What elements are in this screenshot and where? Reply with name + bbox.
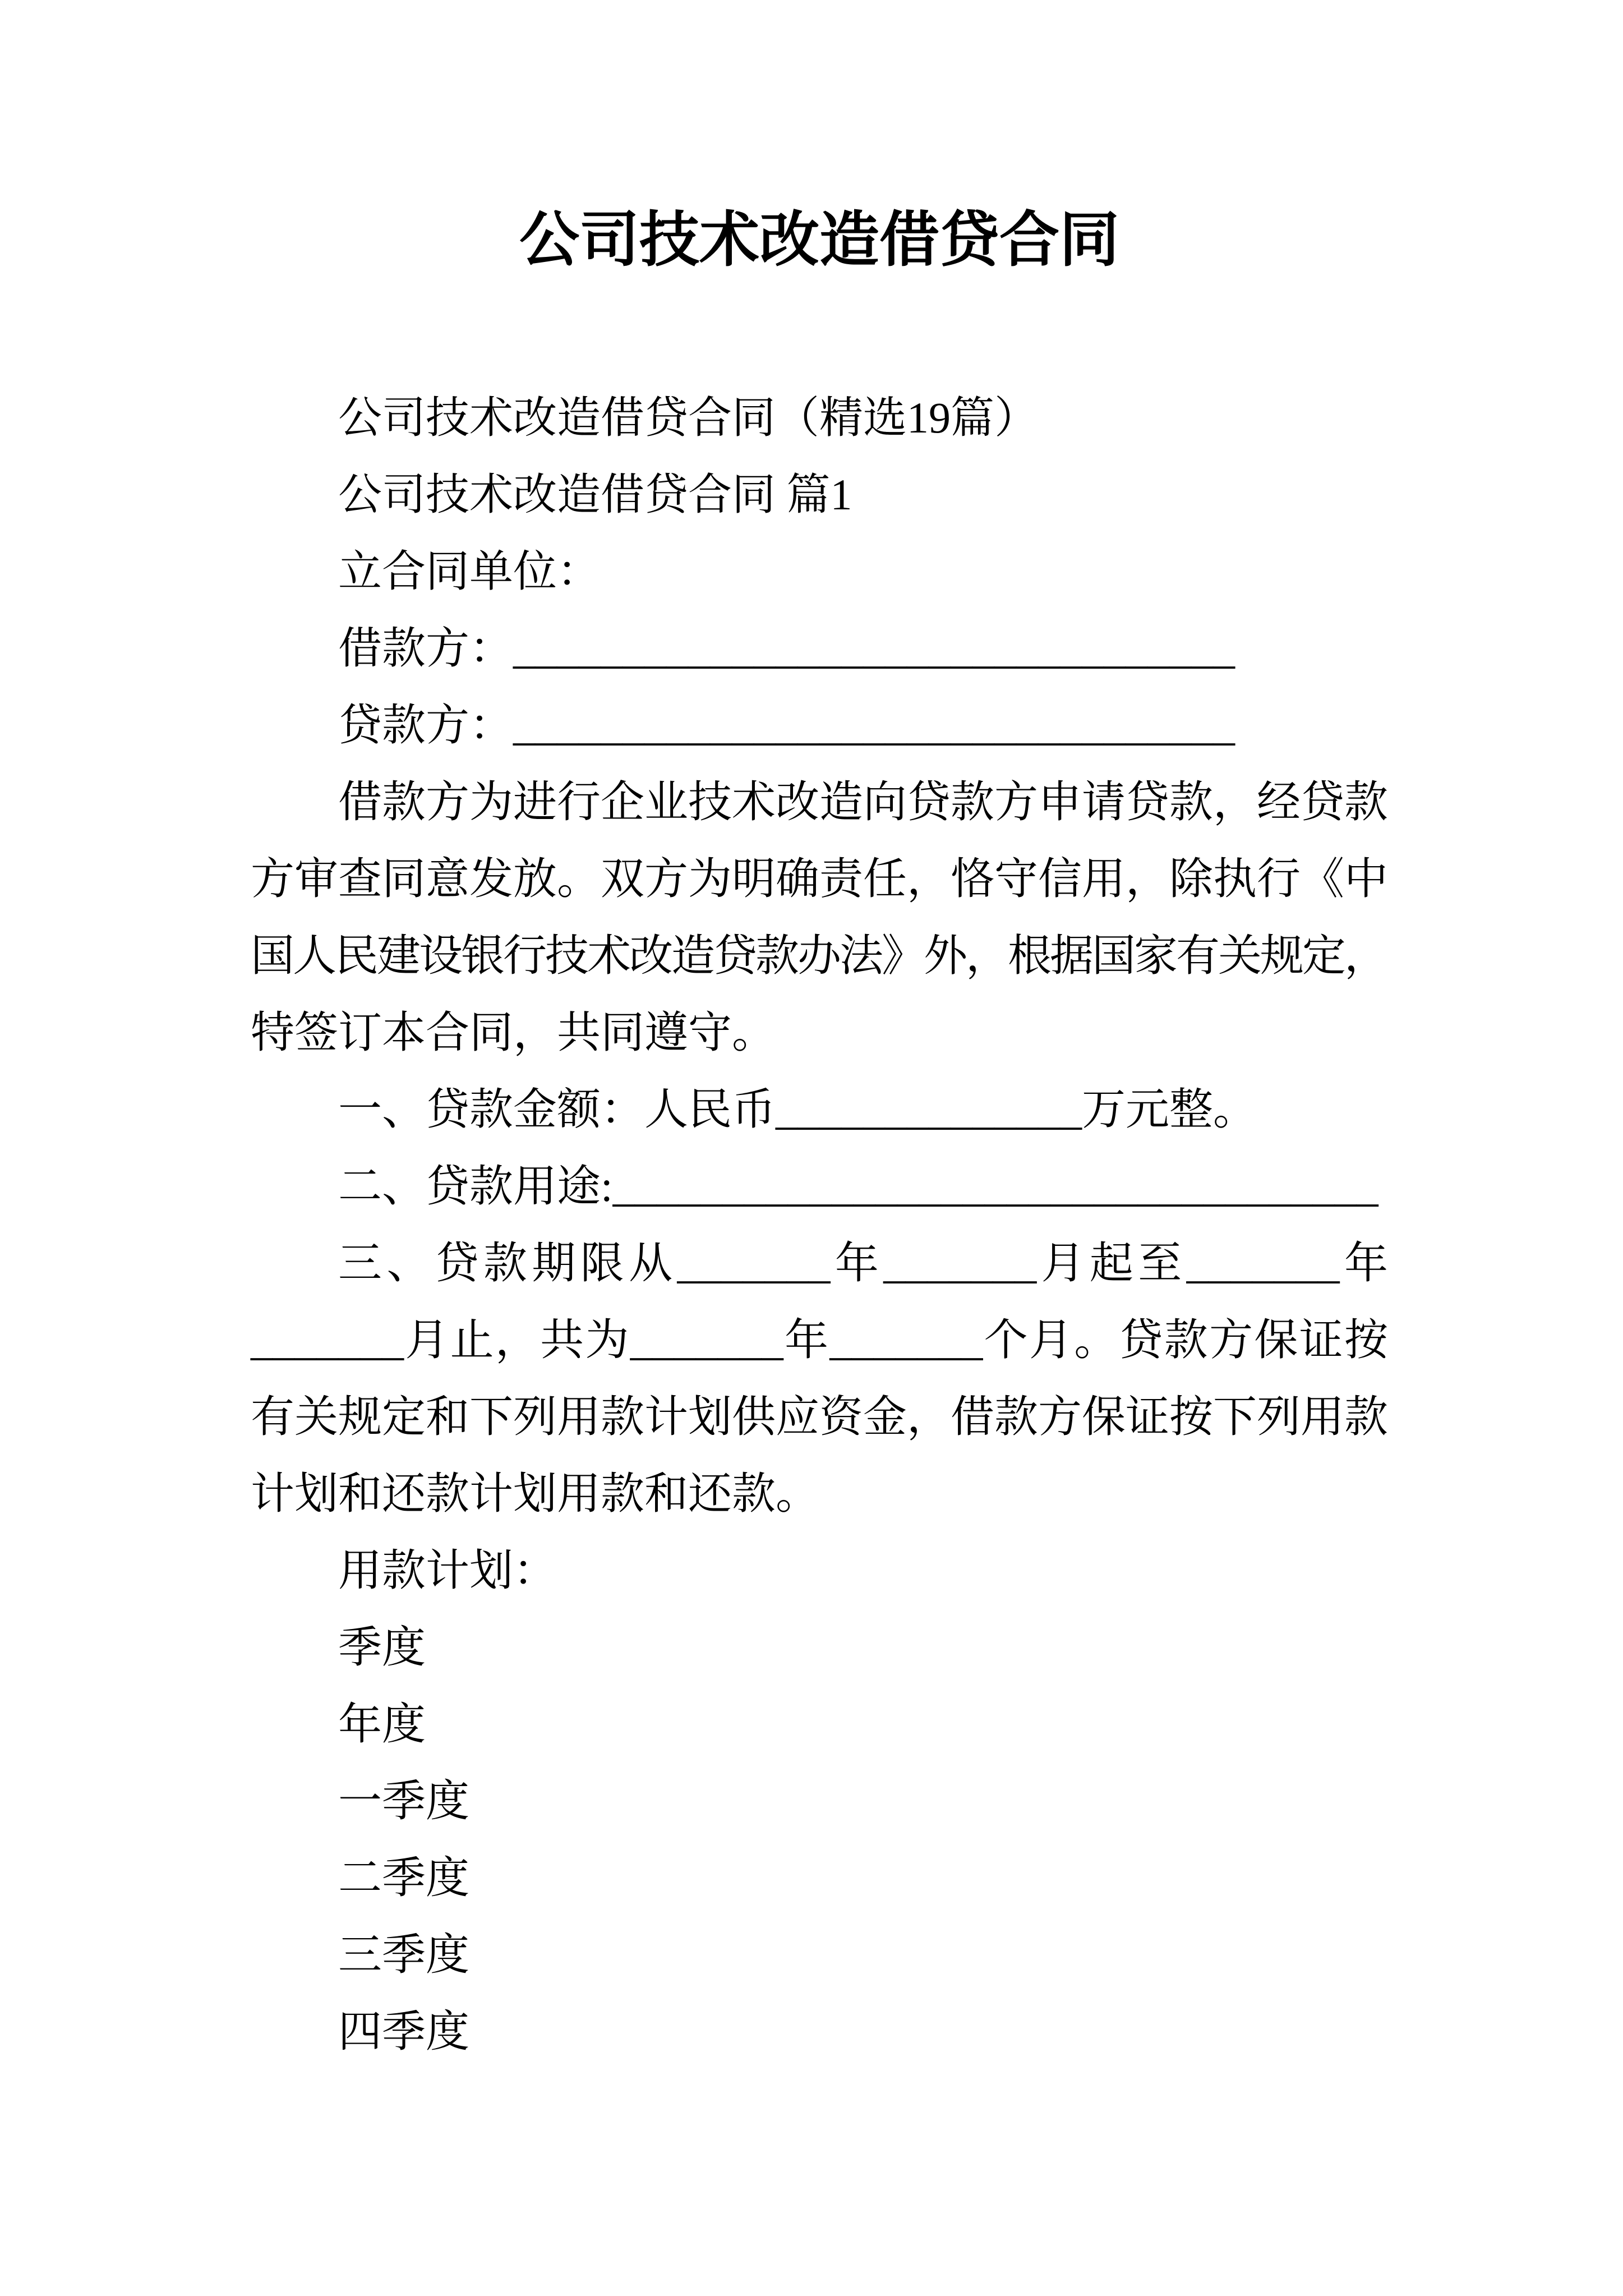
start-month-blank: _______ xyxy=(883,1239,1037,1287)
amount-blank: ______________ xyxy=(776,1085,1082,1134)
document-body xyxy=(251,201,1388,2070)
schedule-row: 年度 xyxy=(338,1700,426,1749)
lender-blank: _________________________________ xyxy=(513,701,1235,749)
schedule-row: 季度 xyxy=(338,1623,426,1672)
year-text: 年 xyxy=(1339,1239,1388,1287)
year-text: 年 xyxy=(830,1239,884,1287)
clause-3-label: 三、贷款期限从 xyxy=(338,1239,677,1287)
month-total-text: 月止，共为 xyxy=(404,1315,630,1364)
preamble-line: 借款方为进行企业技术改造向贷款方申请贷款，经贷款 xyxy=(338,777,1389,826)
clause-2-loan-purpose xyxy=(251,1148,1388,1225)
borrower-line xyxy=(251,610,1388,687)
schedule-row: 一季度 xyxy=(338,1777,470,1825)
start-year-blank: _______ xyxy=(677,1239,831,1287)
clause-3-line xyxy=(251,1301,1388,1378)
end-month-blank: _______ xyxy=(251,1315,404,1364)
clause-3-line xyxy=(251,1225,1388,1301)
preamble-line: 方审查同意发放。双方为明确责任，恪守信用，除执行《中 xyxy=(251,854,1389,903)
clause-3-line: 有关规定和下列用款计划供应资金，借款方保证按下列用款 xyxy=(251,1392,1389,1441)
clause-3-line: 计划和还款计划用款和还款。 xyxy=(251,1469,820,1518)
lender-line xyxy=(251,687,1388,763)
year-text: 年 xyxy=(783,1315,830,1364)
preamble-line: 特签订本合同，共同遵守。 xyxy=(251,1008,776,1057)
clause-1-suffix: 万元整。 xyxy=(1082,1085,1257,1134)
clause-1-loan-amount xyxy=(251,1071,1388,1148)
parties-heading: 立合同单位： xyxy=(338,547,601,596)
borrower-label: 借款方： xyxy=(338,624,514,673)
term-years-blank: _______ xyxy=(630,1315,783,1364)
end-year-blank: _______ xyxy=(1186,1239,1340,1287)
schedule-row: 四季度 xyxy=(338,2007,470,2056)
month-from-to-text: 月起至 xyxy=(1036,1239,1187,1287)
lender-label: 贷款方： xyxy=(338,701,514,749)
term-months-blank: _______ xyxy=(829,1315,983,1364)
clause-1-label: 一、贷款金额：人民币 xyxy=(338,1085,776,1134)
schedule-row: 三季度 xyxy=(338,1930,470,1979)
preamble-line: 国人民建设银行技术改造贷款办法》外，根据国家有关规定， xyxy=(251,931,1387,980)
clause-2-label: 二、贷款用途: xyxy=(338,1162,613,1211)
collection-title: 公司技术改造借贷合同（精选19篇） xyxy=(338,393,1039,442)
borrower-blank: _________________________________ xyxy=(513,624,1235,673)
document-title: 公司技术改造借贷合同 xyxy=(519,208,1119,274)
months-guarantee-text: 个月。贷款方保证按 xyxy=(983,1315,1388,1364)
schedule-heading: 用款计划： xyxy=(338,1546,557,1595)
purpose-blank: ___________________________________ xyxy=(612,1162,1378,1211)
schedule-row: 二季度 xyxy=(338,1853,470,1902)
article-heading: 公司技术改造借贷合同 篇1 xyxy=(338,470,852,519)
